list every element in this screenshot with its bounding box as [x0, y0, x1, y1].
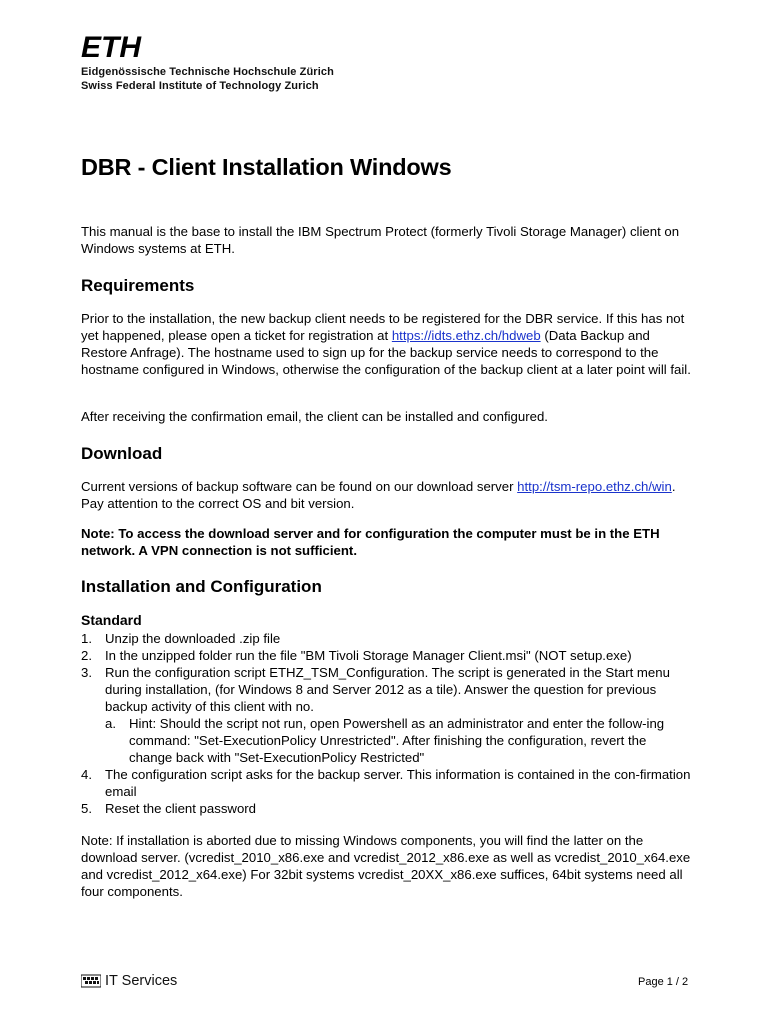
intro-paragraph: This manual is the base to install the IBM Spectrum Protect (formerly Tivoli Storage Manager) client on Windows systems at ETH. — [81, 224, 680, 256]
standard-subheading: Standard — [81, 612, 142, 628]
page-number: Page 1 / 2 — [638, 976, 689, 988]
installation-steps — [81, 630, 691, 817]
list-item: 3. Run the configuration script ETHZ_TSM_Configuration. The script is generated in the Start menu during installation, (for Windows 8 and Server 2012 as a tile). Answer the question for previous backup activity of this client with no. a. Hint: Should the script not run, open Powershell as an administrator and enter the follow-ing command: "Set-ExecutionPolicy Unrestricted". After finishing the configuration, revert the change back with "Set-ExecutionPolicy Restricted" — [81, 664, 691, 766]
hdweb-link[interactable]: https://idts.ethz.ch/hdweb — [391, 328, 541, 343]
it-services-logo — [81, 973, 177, 989]
download-server-link[interactable]: http://tsm-repo.ethz.ch/win — [517, 479, 672, 494]
svg-text:ETH: ETH — [81, 34, 141, 60]
document-title: DBR - Client Installation Windows — [81, 154, 452, 180]
confirmation-paragraph: After receiving the confirmation email, the client can be installed and configured. — [81, 409, 548, 424]
installation-heading: Installation and Configuration — [81, 577, 322, 596]
institution-name-de: Eidgenössische Technische Hochschule Zürich — [81, 66, 334, 78]
download-paragraph: Current versions of backup software can be found on our download server http://tsm-repo.ethz.ch/win. Pay attention to the correct OS and bit version. — [81, 479, 676, 511]
vpn-note: Note: To access the download server and for configuration the computer must be in the ETH network. A VPN connection is not sufficient. — [81, 526, 660, 558]
requirements-heading: Requirements — [81, 276, 195, 295]
list-item: 2. In the unzipped folder run the file "BM Tivoli Storage Manager Client.msi" (NOT setup.exe) — [81, 648, 632, 663]
eth-logo — [81, 34, 151, 60]
list-item: a. Hint: Should the script not run, open Powershell as an administrator and enter the follow-ing command: "Set-ExecutionPolicy Unrestricted". After finishing the configuration, revert the change back with "Set-ExecutionPolicy Restricted" — [105, 716, 665, 765]
institution-name-en: Swiss Federal Institute of Technology Zurich — [81, 80, 319, 92]
list-item: 5. Reset the client password — [81, 801, 256, 816]
eth-logo-mark — [81, 34, 151, 60]
sub-steps — [105, 715, 691, 766]
it-services-icon — [81, 974, 101, 988]
requirements-paragraph: Prior to the installation, the new backup client needs to be registered for the DBR service. If this has not yet happened, please open a ticket for registration at https://idts.ethz.ch/hdweb (Data Backup and Restore Anfrage). The hostname used to sign up for the backup service needs to correspond to the hostname configured in Windows, otherwise the configuration of the backup client at a later point will fail. — [81, 311, 691, 377]
download-heading: Download — [81, 444, 163, 463]
list-item: 4. The configuration script asks for the backup server. This information is contained in the con-firmation email — [81, 767, 691, 799]
components-note: Note: If installation is aborted due to missing Windows components, you will find the latter on the download server. (vcredist_2010_x86.exe and vcredist_2012_x86.exe as well as vcredist_2010_x64.exe and vcredist_2012_x64.exe) For 32bit systems vcredist_20XX_x86.exe suffices, 64bit systems need all four components. — [81, 833, 691, 899]
list-item: 1. Unzip the downloaded .zip file — [81, 631, 281, 646]
footer-department: IT Services — [105, 973, 178, 989]
